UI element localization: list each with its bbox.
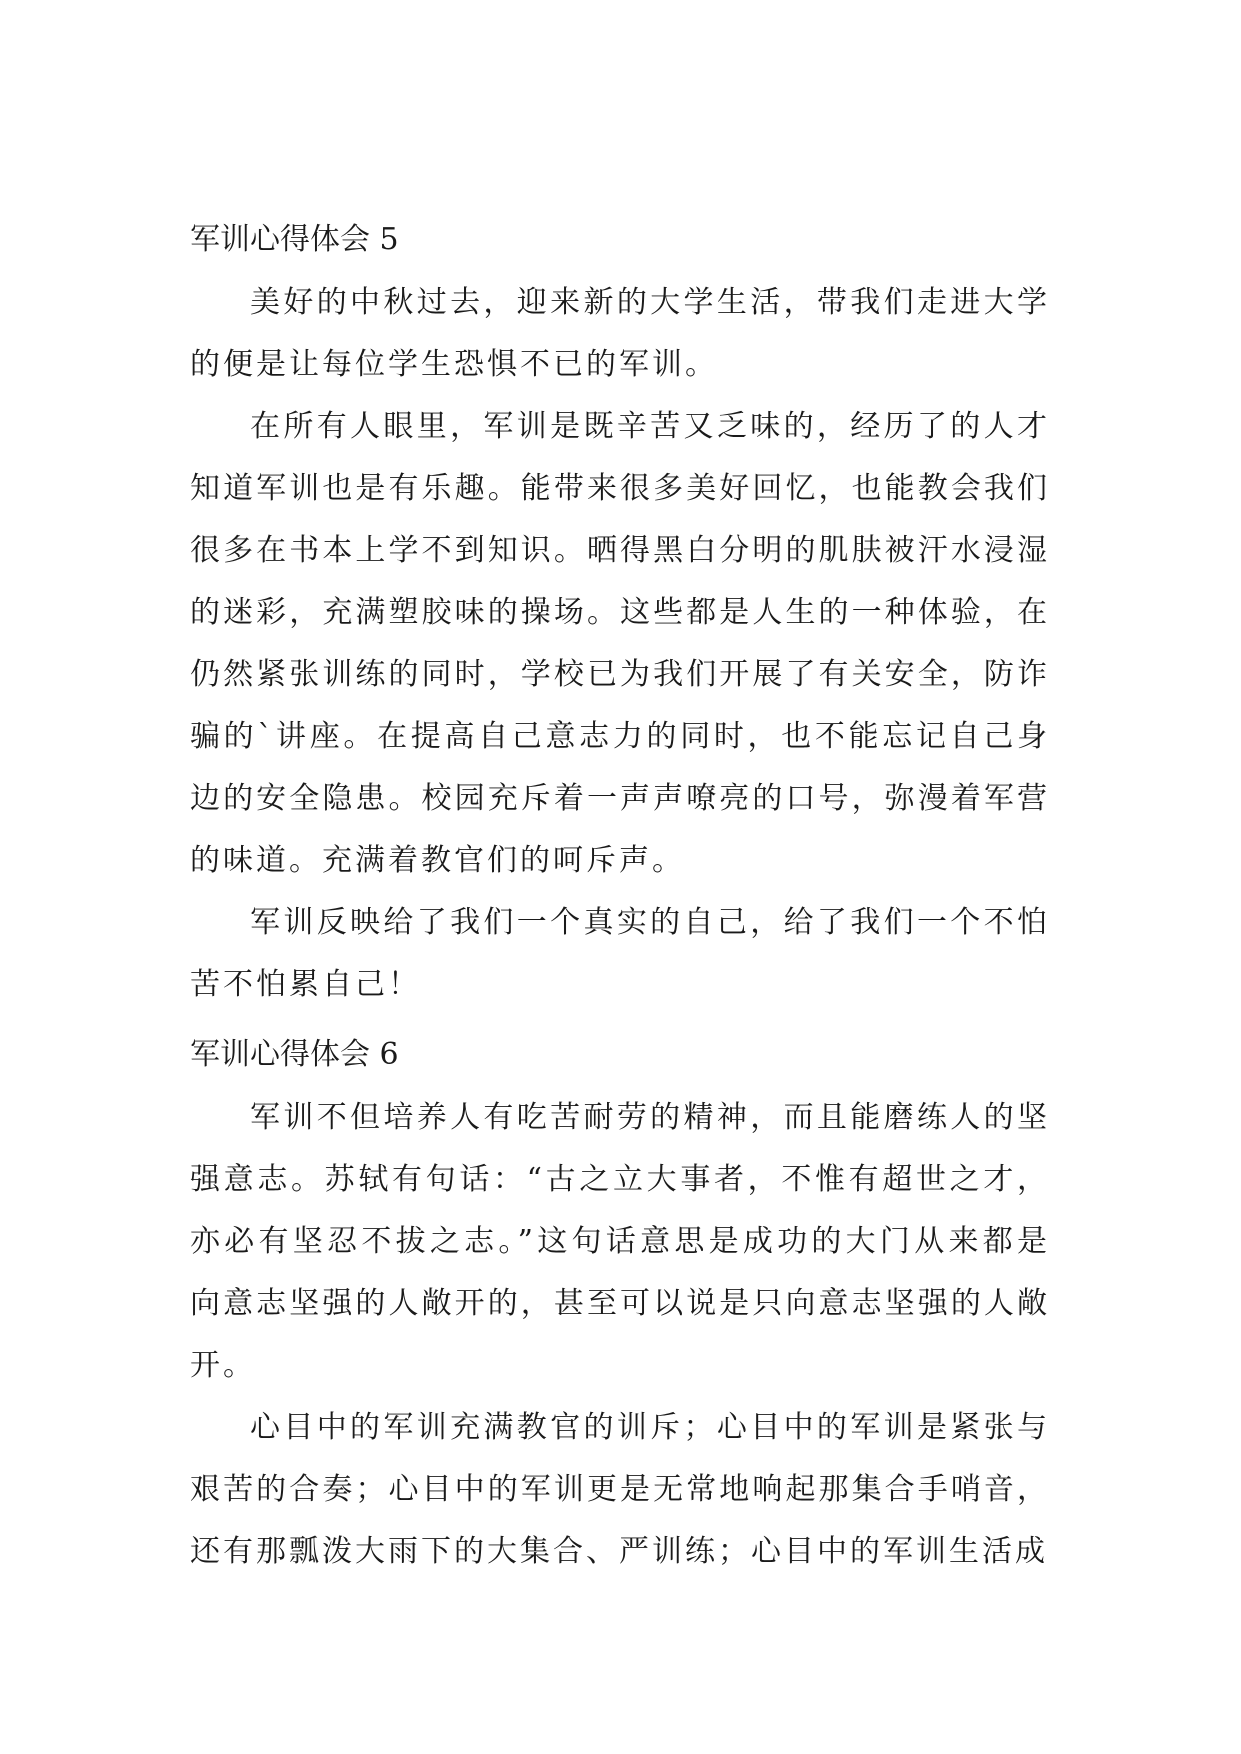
- paragraph: 在所有人眼里，军训是既辛苦又乏味的，经历了的人才知道军训也是有乐趣。能带来很多美好回忆，也能教会我们很多在书本上学不到知识。晒得黑白分明的肌肤被汗水浸湿的迷彩，充满塑胶味的操场。这些都是人生的一种体验，在仍然紧张训练的同时，学校已为我们开展了有关安全，防诈骗的`讲座。在提高自己意志力的同时，也不能忘记自己身边的安全隐患。校园充斥着一声声嘹亮的口号，弥漫着军营的味道。充满着教官们的呵斥声。: [190, 409, 1050, 878]
- section-heading: 军训心得体会 5: [190, 222, 399, 257]
- section-6: [190, 1035, 1050, 1583]
- section-heading: 军训心得体会 6: [190, 1037, 399, 1072]
- section-5: [190, 220, 1050, 1016]
- paragraph: 军训不但培养人有吃苦耐劳的精神，而且能磨练人的坚强意志。苏轼有句话：“古之立大事者，不惟有超世之才，亦必有坚忍不拔之志。”这句话意思是成功的大门从来都是向意志坚强的人敞开的，甚至可以说是只向意志坚强的人敞开。: [190, 1100, 1050, 1383]
- paragraph: 军训反映给了我们一个真实的自己，给了我们一个不怕苦不怕累自己！: [190, 905, 1050, 1002]
- paragraph: 美好的中秋过去，迎来新的大学生活，带我们走进大学的便是让每位学生恐惧不已的军训。: [190, 285, 1050, 382]
- paragraph: 心目中的军训充满教官的训斥；心目中的军训是紧张与艰苦的合奏；心目中的军训更是无常地响起那集合手哨音，还有那瓢泼大雨下的大集合、严训练；心目中的军训生活成: [190, 1410, 1050, 1569]
